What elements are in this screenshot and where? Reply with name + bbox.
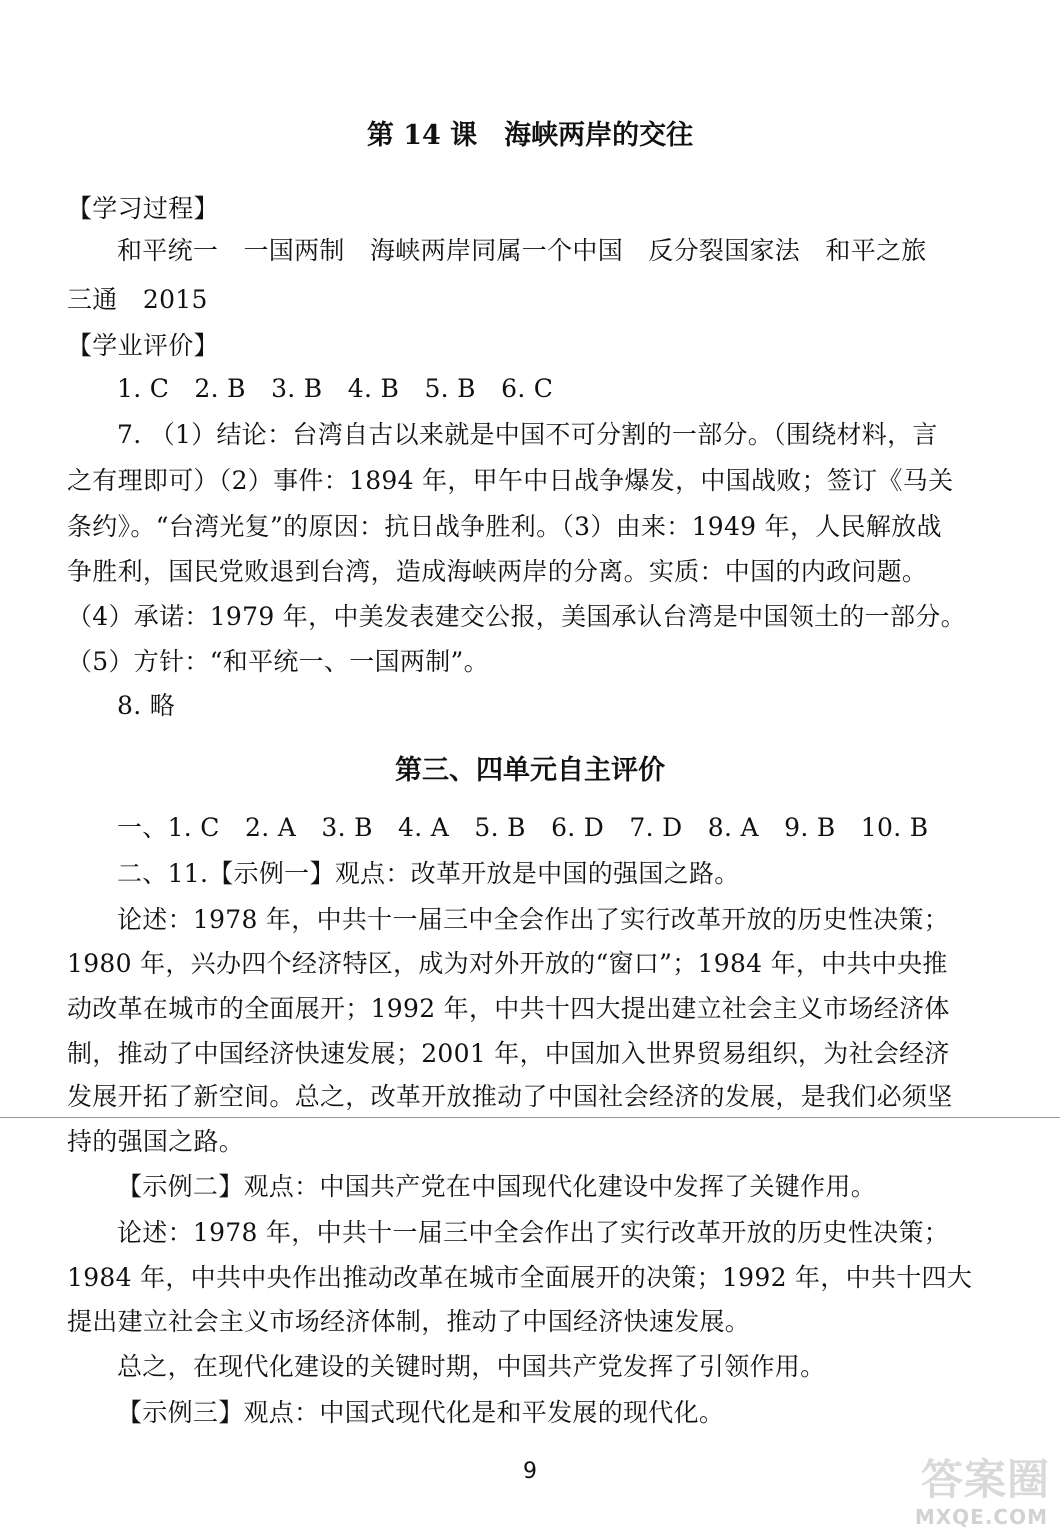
example2-title: 【示例二】观点：中国共产党在中国现代化建设中发挥了关键作用。 <box>117 1172 877 1201</box>
example1-line-4: 制，推动了中国经济快速发展；2001 年，中国加入世界贸易组织，为社会经济 <box>67 1039 950 1068</box>
q11-intro: 二、11.【示例一】观点：改革开放是中国的强国之路。 <box>117 859 740 888</box>
example2-line-1: 论述：1978 年，中共十一届三中全会作出了实行改革开放的历史性决策； <box>117 1218 950 1247</box>
divider-line <box>0 1117 1060 1118</box>
choice-answers: 1. C 2. B 3. B 4. B 5. B 6. C <box>117 374 554 403</box>
q7-line-3: 条约》。“台湾光复”的原因：抗日战争胜利。（3）由来：1949 年，人民解放战 <box>67 512 942 541</box>
learning-process-line-2: 三通 2015 <box>67 285 208 314</box>
q7-line-2: 之有理即可）（2）事件：1894 年，甲午中日战争爆发，中国战败；签订《马关 <box>67 466 954 495</box>
watermark-logo <box>910 1455 1050 1533</box>
q7-line-1: 7. （1）结论：台湾自古以来就是中国不可分割的一部分。（围绕材料，言 <box>117 420 938 449</box>
learning-process-line-1: 和平统一 一国两制 海峡两岸同属一个中国 反分裂国家法 和平之旅 <box>117 236 927 265</box>
example2-line-2: 1984 年，中共中央作出推动改革在城市全面展开的决策；1992 年，中共十四大 <box>67 1263 973 1292</box>
unit-review-title: 第三、四单元自主评价 <box>395 755 665 786</box>
example1-line-6: 持的强国之路。 <box>67 1127 245 1156</box>
watermark-text: 答案圈 <box>920 1455 1050 1504</box>
example2-conclusion: 总之，在现代化建设的关键时期，中国共产党发挥了引领作用。 <box>117 1352 826 1381</box>
example1-line-3: 动改革在城市的全面展开；1992 年，中共十四大提出建立社会主义市场经济体 <box>67 994 950 1023</box>
q7-line-5: （4）承诺：1979 年，中美发表建交公报，美国承认台湾是中国领土的一部分。 <box>67 602 966 631</box>
learning-process-label: 【学习过程】 <box>67 194 219 223</box>
q7-line-6: （5）方针：“和平统一、一国两制”。 <box>67 647 489 676</box>
example1-line-1: 论述：1978 年，中共十一届三中全会作出了实行改革开放的历史性决策； <box>117 905 950 934</box>
watermark-url: MXQE.COM <box>914 1505 1048 1529</box>
example1-line-5: 发展开拓了新空间。总之，改革开放推动了中国社会经济的发展，是我们必须坚 <box>67 1082 953 1111</box>
lesson-title: 第 14 课 海峡两岸的交往 <box>366 120 694 151</box>
example2-line-3: 提出建立社会主义市场经济体制，推动了中国经济快速发展。 <box>67 1307 751 1336</box>
page-number: 9 <box>523 1459 537 1484</box>
section1-answers: 一、1. C 2. A 3. B 4. A 5. B 6. D 7. D 8. A 9. B 10. B <box>117 813 929 842</box>
example1-line-2: 1980 年，兴办四个经济特区，成为对外开放的“窗口”；1984 年，中共中央推 <box>67 949 948 978</box>
example3-title: 【示例三】观点：中国式现代化是和平发展的现代化。 <box>117 1398 725 1427</box>
evaluation-label: 【学业评价】 <box>67 331 219 360</box>
q7-line-4: 争胜利，国民党败退到台湾，造成海峡两岸的分离。实质：中国的内政问题。 <box>67 557 928 586</box>
q8-answer: 8. 略 <box>117 691 175 720</box>
